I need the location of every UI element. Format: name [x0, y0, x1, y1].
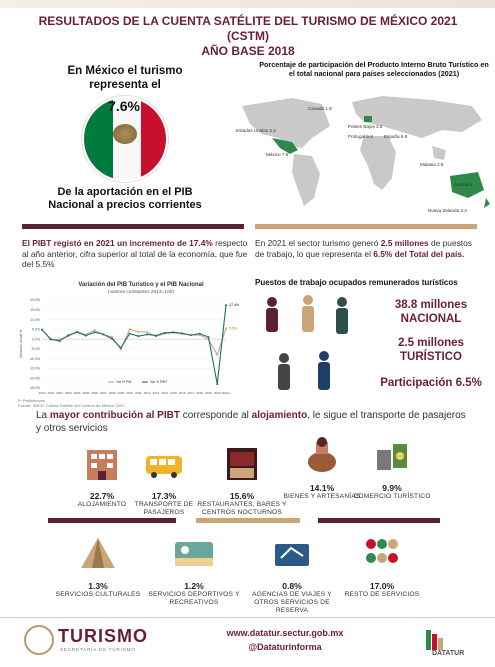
- map-label: Nueva Zelanda 3.3: [428, 208, 467, 213]
- chart-legend-label: Var % PIB: [116, 380, 132, 385]
- flag-red: [141, 98, 168, 182]
- sector-item: [336, 534, 428, 599]
- chart-x-tick: 2003: [64, 391, 72, 395]
- map-title: Porcentaje de participación del Producto Interno Bruto Turístico en el total nacional para países seleccionados (2021): [259, 60, 489, 78]
- chart-y-label: Variación anual %: [19, 329, 23, 359]
- jobs-national: 38.8 millones NACIONAL: [394, 299, 468, 325]
- title-line-1: RESULTADOS DE LA CUENTA SATÉLITE DEL TURISMO DE MÉXICO 2021 (CSTM): [38, 14, 458, 43]
- chart-x-tick: 2017: [187, 391, 195, 395]
- chart-x-tick: 2011: [135, 391, 142, 395]
- sector-label: RESTO DE SERVICIOS: [344, 591, 420, 598]
- chart-point: [181, 332, 183, 334]
- chart-y-tick: 15.0%: [30, 307, 40, 312]
- chart-x-tick: 2009: [117, 391, 125, 395]
- chart-y-tick: -5.0%: [31, 347, 40, 352]
- chart-point: [102, 333, 104, 335]
- sector-label: BIENES Y ARTESANÍAS: [283, 493, 361, 500]
- contribution-hl-2: alojamiento: [251, 410, 308, 421]
- divider-burgundy: [318, 518, 440, 523]
- chart-point: [216, 383, 218, 385]
- chart-point: [146, 331, 148, 333]
- map-label: Portugal 5.8: [348, 134, 373, 139]
- sector-pct: 15.6%: [229, 491, 255, 501]
- chart-point: [85, 335, 87, 337]
- hero-lead: En México el turismo representa el: [67, 65, 183, 91]
- map-label: España 6.9: [384, 134, 408, 139]
- chart-x-tick: 2012: [143, 391, 151, 395]
- footer-brand-sub: SECRETARÍA DE TURISMO: [60, 647, 136, 652]
- crafts-icon: [301, 436, 343, 474]
- chart-point: [111, 336, 113, 338]
- map-label: Australia: [454, 182, 472, 187]
- sports-icon: [173, 534, 215, 572]
- sector-label: SERVICIOS DEPORTIVOS Y RECREATIVOS: [148, 591, 240, 606]
- jobs-title: Puestos de trabajo ocupados remunerados turísticos: [255, 278, 458, 287]
- sector-pct: 17.0%: [369, 581, 395, 591]
- chart-x-tick: 2005: [82, 391, 90, 395]
- chart-point: [137, 335, 139, 337]
- sector-pct: 22.7%: [89, 491, 115, 501]
- divider-gold: [255, 224, 477, 229]
- sector-pct: 17.3%: [151, 491, 177, 501]
- hotel-icon: [81, 444, 123, 482]
- chart-x-tick: 2007: [99, 391, 107, 395]
- sector-label: ALOJAMIENTO: [77, 501, 127, 508]
- divider-burgundy: [48, 518, 176, 523]
- commerce-icon: [371, 436, 413, 474]
- chart-y-tick: 0.0%: [32, 337, 40, 342]
- coat-of-arms-icon: [113, 124, 137, 144]
- chart-y-tick: -15.0%: [29, 366, 40, 371]
- contribution-text-c: , le sigue el transporte de pasajeros y otros servicios: [36, 410, 466, 434]
- chart-x-tick: 2013: [152, 391, 160, 395]
- chart-x-tick: 2001: [47, 391, 55, 395]
- divider-burgundy: [22, 224, 244, 229]
- page-title: [18, 14, 478, 59]
- datatur-label: DATATUR: [432, 650, 465, 657]
- sector-item: [148, 534, 240, 607]
- footer-brand: TURISMO: [58, 626, 148, 646]
- sector-label: COMERCIO TURÍSTICO: [353, 493, 431, 500]
- chart-x-tick: 2006: [91, 391, 99, 395]
- sector-label: SERVICIOS CULTURALES: [55, 591, 141, 598]
- chart-source: [18, 398, 168, 408]
- chart-point: [225, 327, 227, 329]
- chart-x-tick: 2021p: [221, 391, 231, 395]
- chart-point: [120, 347, 122, 349]
- map-spain-portugal: [364, 116, 372, 122]
- sector-pct: 14.1%: [309, 483, 335, 493]
- chart-subtitle: (valores constantes 2013=100): [108, 290, 174, 295]
- worker-icon: [278, 353, 290, 390]
- chart-x-tick: 2015: [169, 391, 177, 395]
- chart-point: [216, 354, 218, 356]
- jobs-touristic: 2.5 millones TURÍSTICO: [398, 337, 464, 363]
- chart-point: [94, 329, 96, 331]
- services-icon: [361, 534, 403, 572]
- chart-point: [59, 340, 61, 342]
- map-label: México 7.6: [266, 152, 289, 157]
- employment-hl-1: 2.5 millones: [380, 238, 429, 248]
- chart-point: [199, 333, 201, 335]
- pib-highlight: El PIBT registó en 2021 un incremento de 17.4%: [22, 238, 213, 248]
- restaurant-icon: [221, 444, 263, 482]
- datatur-logo-icon: [424, 626, 444, 652]
- sector-pct: 9.9%: [382, 483, 402, 493]
- chart-source-text: Fuente: INEGI. Cuenta Satélite del Turismo de México 2021: [18, 403, 125, 408]
- chart-y-tick: 20.0%: [30, 298, 40, 303]
- chart-y-tick: 5.0%: [32, 327, 40, 332]
- footer-divider: [0, 617, 495, 618]
- sector-item: [52, 534, 144, 599]
- contribution-text-b: corresponde al: [179, 410, 252, 421]
- travel-agency-icon: [271, 534, 313, 572]
- chart-x-tick: 2004: [73, 391, 81, 395]
- sector-pct: 1.2%: [184, 581, 204, 591]
- jobs-participation: Participación 6.5%: [380, 377, 482, 389]
- chart-x-tick: 2010: [126, 391, 134, 395]
- chart-data-label: 5.5%: [229, 326, 238, 331]
- sector-item: [346, 436, 438, 501]
- chart-point: [129, 328, 131, 330]
- bus-icon: [143, 444, 185, 482]
- employment-text-a: En 2021 el sector turismo generó: [255, 238, 381, 248]
- chart-x-tick: 2014: [161, 391, 169, 395]
- contribution-hl-1: mayor contribución al PIBT: [49, 410, 180, 421]
- sector-item: [196, 444, 288, 517]
- website-link[interactable]: www.datatur.sectur.gob.mx: [226, 628, 344, 638]
- map-label: Estados Unidos 2.2: [236, 128, 276, 133]
- chart-point: [225, 304, 227, 306]
- chart-point: [164, 332, 166, 334]
- world-map: [232, 86, 494, 218]
- chart-series-line: [42, 328, 226, 354]
- divider-gold: [196, 518, 300, 523]
- worker-icon: [266, 297, 278, 332]
- hero-sub: De la aportación en el PIB Nacional a precios corrientes: [48, 186, 202, 211]
- chart-point: [155, 335, 157, 337]
- chart-x-tick: 2000: [38, 391, 46, 395]
- chart-point: [172, 331, 174, 333]
- chart-y-tick: -10.0%: [29, 356, 40, 361]
- workers-illustration: [258, 292, 362, 402]
- chart-point: [76, 331, 78, 333]
- worker-icon: [302, 295, 314, 332]
- pib-text: respecto al año anterior, cifra superior al total de la economía, que fue del 5.5%: [22, 238, 248, 269]
- chart-point: [190, 334, 192, 336]
- top-decoration: [0, 0, 495, 8]
- pib-line-chart: [16, 296, 244, 400]
- employment-paragraph: [255, 238, 483, 259]
- chart-x-tick: 2018: [196, 391, 204, 395]
- social-handle[interactable]: @Dataturinforma: [248, 642, 322, 652]
- chart-x-tick: 2016: [178, 391, 186, 395]
- chart-source-note: P: Preliminares: [18, 398, 46, 403]
- chart-point: [137, 331, 139, 333]
- chart-point: [41, 329, 43, 331]
- chart-point: [50, 338, 52, 340]
- sector-pct: 1.3%: [88, 581, 108, 591]
- worker-icon: [336, 297, 348, 334]
- chart-x-tick: 2002: [56, 391, 63, 395]
- chart-x-tick: 2020: [213, 391, 221, 395]
- map-label: Canadá 1.8: [308, 106, 332, 111]
- employment-hl-2: 6.5% del Total del país.: [373, 248, 465, 259]
- pyramid-icon: [77, 534, 119, 572]
- chart-data-label: 17.4%: [229, 303, 240, 308]
- seal-icon: [24, 625, 54, 655]
- chart-point: [111, 338, 113, 340]
- chart-y-tick: -20.0%: [29, 376, 40, 381]
- chart-title: Variación del PIB Turístico y el PIB Nacional: [78, 282, 204, 288]
- sector-label: TRANSPORTE DE PASAJEROS: [134, 501, 194, 516]
- sector-label: RESTAURANTES, BARES Y CENTROS NOCTURNOS: [197, 501, 287, 516]
- sector-item: [246, 534, 338, 615]
- contribution-text-a: La: [36, 410, 50, 421]
- title-line-2: AÑO BASE 2018: [201, 44, 295, 58]
- contribution-paragraph: [36, 410, 466, 435]
- chart-x-tick: 2019: [205, 391, 212, 395]
- chart-series-line: [42, 305, 226, 384]
- map-label: Países Bajos 2.5: [348, 124, 383, 129]
- chart-point: [67, 334, 69, 336]
- chart-point: [207, 336, 209, 338]
- chart-legend-label: Var % PIBT: [150, 380, 168, 385]
- employment-text-b: de puestos de trabajo, lo que representa el: [255, 238, 472, 259]
- chart-point: [94, 331, 96, 333]
- sector-pct: 0.8%: [282, 581, 302, 591]
- chart-y-tick: -25.0%: [29, 386, 40, 391]
- chart-y-tick: 10.0%: [30, 317, 40, 322]
- pib-paragraph: [22, 238, 248, 270]
- worker-icon: [318, 351, 330, 390]
- hero-value: 7.6%: [108, 98, 140, 114]
- sector-label: AGENCIAS DE VIAJES Y OTROS SERVICIOS DE RESERVA: [252, 591, 332, 614]
- map-label: Malasia 2.8: [420, 162, 444, 167]
- chart-x-tick: 2008: [108, 391, 116, 395]
- chart-point: [129, 333, 131, 335]
- chart-point: [146, 333, 148, 335]
